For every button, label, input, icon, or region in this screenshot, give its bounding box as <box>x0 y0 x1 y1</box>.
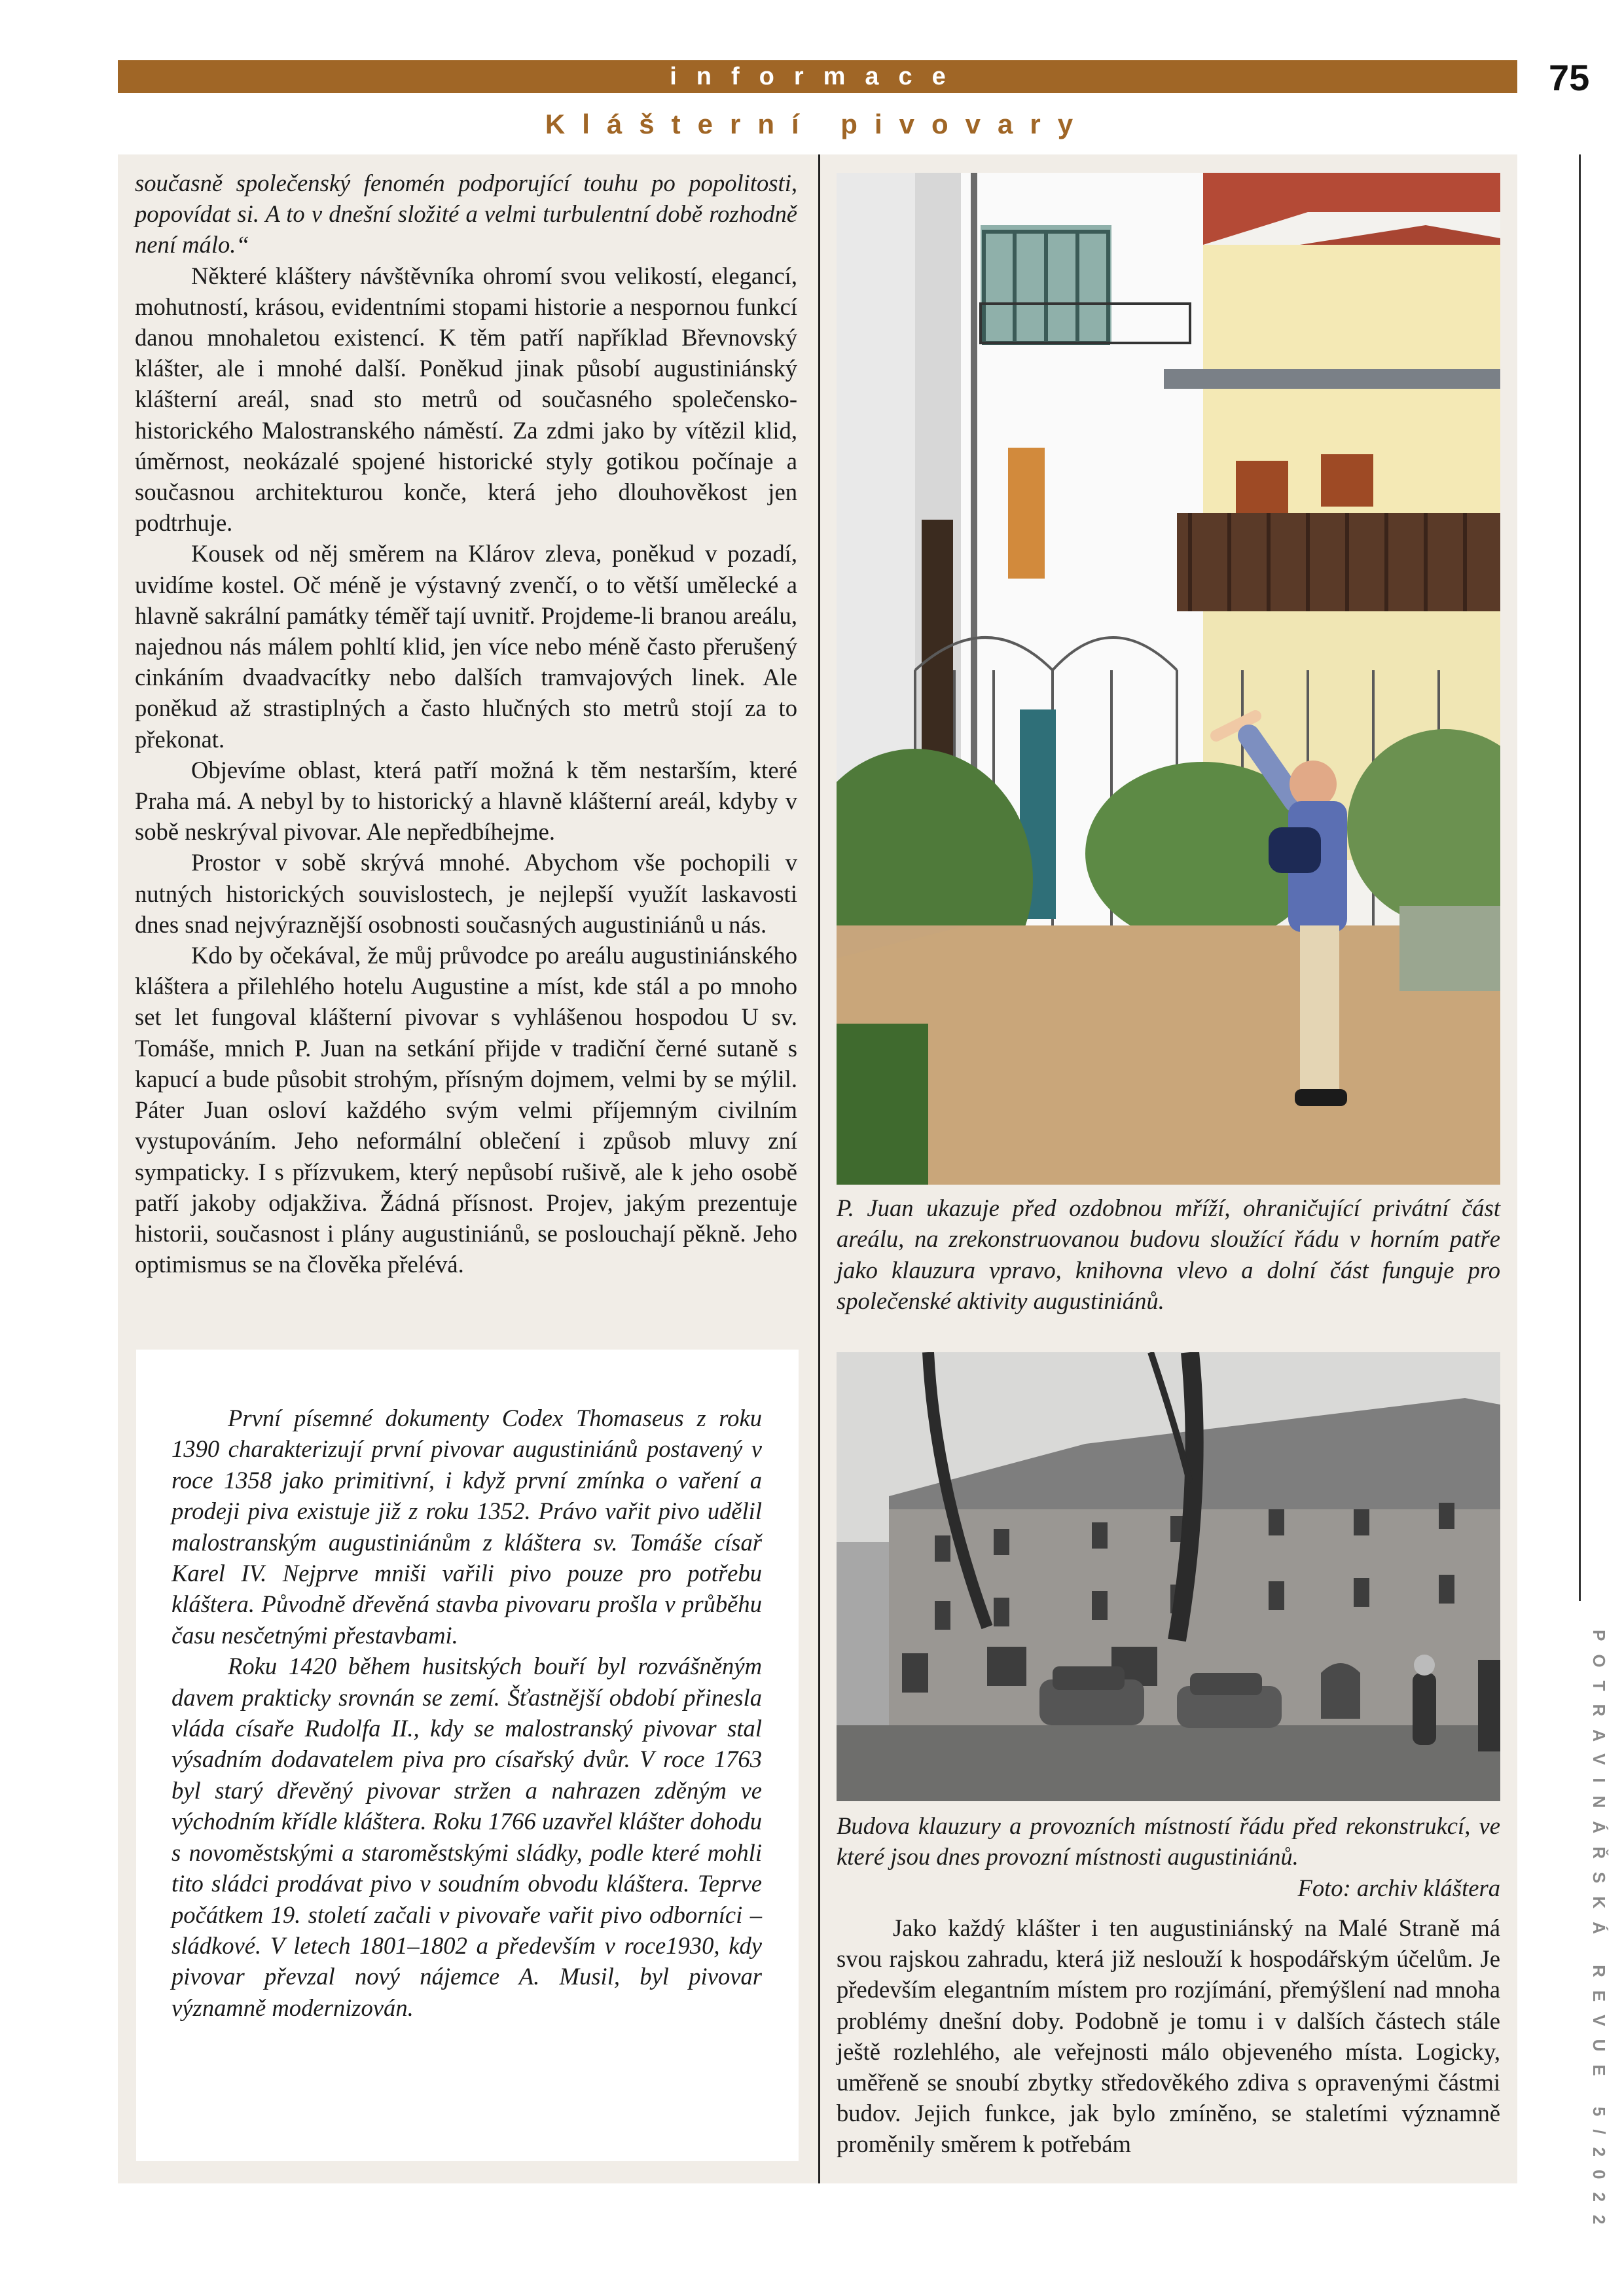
history-sidebar-text <box>171 1403 762 2023</box>
column-divider <box>818 154 820 2183</box>
section-label: informace <box>670 63 965 90</box>
sidebar-paragraph: Roku 1420 během husitských bouří byl rozvášněným davem prakticky srovnán se zemí. Šťastnější období přinesla vláda císaře Rudolfa II., kdy se malostranský pivovar stal výsadním dodavatelem piva pro císařský dvůr. V roce 1763 byl starý dřevěný pivovar stržen a nahrazen zděným ve východním křídle kláštera. Roku 1766 uzavřel klášter dohodu s novoměstskými a staroměstskými sládky, podle které mohli tito sládci prodávat pivo v soudním obvodu kláštera. Teprve počátkem 19. století začali v pivovaře vařit pivo odborníci – sládkové. V letech 1801–1802 a především v roce1930, kdy pivovar převzal nový nájemce A. Musil, byl pivovar významně modernizován. <box>171 1653 762 2021</box>
photo-caption-2 <box>837 1810 1500 1903</box>
sidebar-paragraph: První písemné dokumenty Codex Thomaseus z roku 1390 charakterizují první pivovar augustiniánů postavený v roce 1358 jako primitivní, i když první zmínka o vaření a prodeji piva existuje již z roku 1352. Právo vařit pivo udělil malostranským augustiniánům z kláštera sv. Tomáše císař Karel IV. Nejprve mniši vařili pivo pouze pro potřebu kláštera. Původně dřevěná stavba pivovaru prošla v průběhu času nesčetnými přestavbami. <box>171 1405 762 1649</box>
body-paragraph: Kousek od něj směrem na Klárov zleva, poněkud v pozadí, uvidíme kostel. Oč méně je výstavný zvenčí, o to větší umělecké a hlavně sakrální památky téměř tají uvnitř. Projdeme-li branou areálu, najednou nás málem pohltí klid, jen více nebo méně často přerušený cinkáním dvaadvacítky nebo dalších tramvajových linek. Ale poněkud až strastiplných a často hlučných sto metrů stojí za to překonat. <box>135 540 797 753</box>
left-column-text <box>135 168 797 1280</box>
historic-building-photo <box>837 1352 1500 1801</box>
body-paragraph: Některé kláštery návštěvníka ohromí svou velikostí, elegancí, mohutností, krásou, evidentními stopami historie a nespornou funkcí danou mnohaletou existencí. K těm patří například Břevnovský klášter, ale i mnohé další. Poněkud jinak působí augustiniánský klášterní areál, snad sto metrů od současného společensko-historického Malostranského náměstí. Za zdmi jako by vítězil klid, úměrnost, neokázalé spojené historické styly gotikou počínaje a současnou architekturou konče, která jeho dlouhověkost jen podtrhuje. <box>135 262 797 537</box>
body-paragraph: Prostor v sobě skrývá mnohé. Abychom vše pochopili v nutných historických souvislostech, je nejlepší využít laskavosti dnes snad nejvýraznější osobnosti současných augustiniánů u nás. <box>135 849 797 938</box>
article-title: Klášterní pivovary <box>545 109 1091 139</box>
body-paragraph: současně společenský fenomén podporující touhu po popolitosti, popovídat si. A to v dnešní složité a velmi turbulentní době rozhodně není málo.“ <box>135 170 797 259</box>
body-paragraph: Objevíme oblast, která patří možná k těm nestarším, které Praha má. A nebyl by to historický a hlavně klášterní areál, kdyby v sobě neskrýval pivovar. Ale nepředbíhejme. <box>135 756 797 846</box>
photo-credit: Foto: archiv kláštera <box>1297 1874 1500 1901</box>
journal-side-label: POTRAVINÁŘSKÁ REVUE 5/2022 <box>1589 1630 1609 2238</box>
caption-2-text: Budova klauzury a provozních místností řádu před rekonstrukcí, ve které jsou dnes provozní místnosti augustiniánů. <box>837 1812 1500 1871</box>
body-paragraph: Jako každý klášter i ten augustiniánský na Malé Straně má svou rajskou zahradu, která již neslouží k hospodářským účelům. Je především elegantním místem pro rozjímání, přemýšlení nad mnoha problémy dnešní doby. Podobně je tomu i v dalších částech stále ještě rozlehlého, ale veřejnosti málo objeveného místa. Logicky, uměřeně se snoubí zbytky středověkého zdiva s opravenými částmi budov. Jejich funkce, jak bylo zmíněno, se staletími významně proměnily směrem k potřebám <box>837 1914 1500 2158</box>
right-column-text <box>837 1912 1500 2160</box>
page-number: 75 <box>1549 57 1590 98</box>
body-paragraph: Kdo by očekával, že můj průvodce po areálu augustiniánského kláštera a přilehlého hotelu Augustine a míst, kde stál a po mnoho set let fungoval klášterní pivovar s vyhlášenou hospodou U sv. Tomáše, mnich P. Juan na setkání přijde v tradiční černé sutaně s kapucí a bude působit strohým, přísným dojmem, velmi by se mýlil. Páter Juan osloví každého svým velmi příjemným civilním vystupováním. Jeho neformální oblečení i způsob mluvy zní sympaticky. I s přízvukem, který nepůsobí rušivě, ale k jeho osobě patří jakoby odjakživa. Žádná přísnost. Projev, jakým prezentuje historii, současnost i plány augustiniánů, se poslouchají pěkně. Jeho optimismus se na člověka přelévá. <box>135 942 797 1278</box>
photo-caption-1: P. Juan ukazuje před ozdobnou mříží, ohraničující privátní část areálu, na zrekonstruovanou budovu sloužící řádu v horním patře jako klauzura vpravo, knihovna vlevo a dolní část funguje pro společenské aktivity augustiniánů. <box>837 1194 1500 1315</box>
courtyard-photo <box>837 173 1500 1185</box>
side-rule <box>1579 154 1581 1601</box>
